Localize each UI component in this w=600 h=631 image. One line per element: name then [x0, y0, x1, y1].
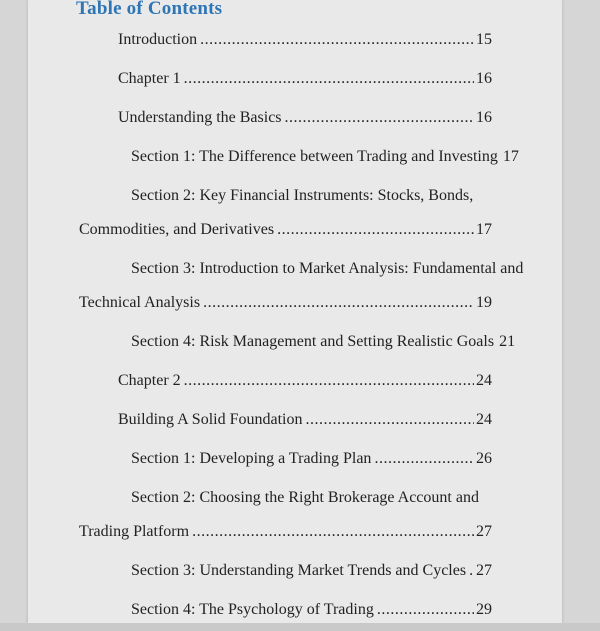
page-number: 27 [476, 562, 492, 579]
dotted-leader [203, 294, 474, 312]
toc-entry-line[interactable] [28, 221, 562, 260]
dotted-leader [277, 221, 474, 239]
toc-entry-line[interactable] [28, 523, 562, 562]
page-number: 27 [476, 523, 492, 540]
toc-entry-line[interactable] [28, 31, 562, 70]
toc-entry-text: Section 1: Developing a Trading Plan [131, 450, 372, 467]
toc-entry-text: Technical Analysis [79, 294, 201, 311]
dotted-leader [184, 70, 474, 88]
toc-entry-text: Section 2: Key Financial Instruments: Stocks, Bonds, [131, 187, 474, 204]
page-number: 26 [476, 450, 492, 467]
toc-entry-text: Building A Solid Foundation [118, 411, 303, 428]
dotted-leader [305, 411, 474, 429]
toc-entry-line[interactable] [28, 411, 562, 450]
toc-entry-text: Chapter 2 [118, 372, 181, 389]
page-number: 19 [476, 294, 492, 311]
toc-entry-text: Section 4: Risk Management and Setting Realistic Goals [131, 333, 495, 350]
toc-entry-line[interactable] [28, 294, 562, 333]
dotted-leader [285, 109, 474, 127]
table-of-contents [28, 23, 562, 631]
page-number: 16 [476, 109, 492, 126]
dotted-leader [377, 601, 474, 619]
toc-entry-text: Trading Platform [79, 523, 190, 540]
toc-entry-text: Section 1: The Difference between Trading and Investing [131, 148, 498, 165]
page-number: 15 [476, 31, 492, 48]
page-number: 24 [476, 411, 492, 428]
page-number: 17 [476, 221, 492, 238]
page-number: 17 [502, 148, 519, 165]
toc-heading: Table of Contents [76, 0, 223, 19]
toc-entry-line[interactable] [28, 562, 562, 601]
toc-entry-line[interactable] [28, 109, 562, 148]
dotted-leader [374, 450, 474, 468]
document-page [28, 0, 562, 631]
page-number: 24 [476, 372, 492, 389]
dotted-leader [184, 372, 474, 390]
page-number: 29 [476, 601, 492, 618]
toc-entry-line[interactable] [28, 148, 562, 187]
page-number: 16 [476, 70, 492, 87]
toc-entry-text: Section 3: Introduction to Market Analysis: Fundamental and [131, 260, 524, 277]
toc-entry-line[interactable] [28, 70, 562, 109]
toc-entry-line[interactable] [28, 372, 562, 411]
page-number: 21 [499, 333, 516, 350]
dotted-leader [200, 31, 474, 49]
toc-entry-text: Introduction [118, 31, 198, 48]
toc-entry-text: Chapter 1 [118, 70, 181, 87]
dotted-leader [192, 523, 474, 541]
toc-entry-text: Commodities, and Derivatives [79, 221, 275, 238]
dotted-leader [469, 562, 474, 580]
toc-entry-line[interactable] [28, 450, 562, 489]
toc-entry-text: Section 3: Understanding Market Trends and Cycles [131, 562, 467, 579]
toc-entry-text: Understanding the Basics [118, 109, 282, 126]
toc-entry-text: Section 2: Choosing the Right Brokerage Account and [131, 489, 479, 506]
toc-entry-line[interactable] [28, 333, 562, 372]
toc-entry-text: Section 4: The Psychology of Trading [131, 601, 374, 618]
bottom-edge-bar [0, 623, 600, 631]
